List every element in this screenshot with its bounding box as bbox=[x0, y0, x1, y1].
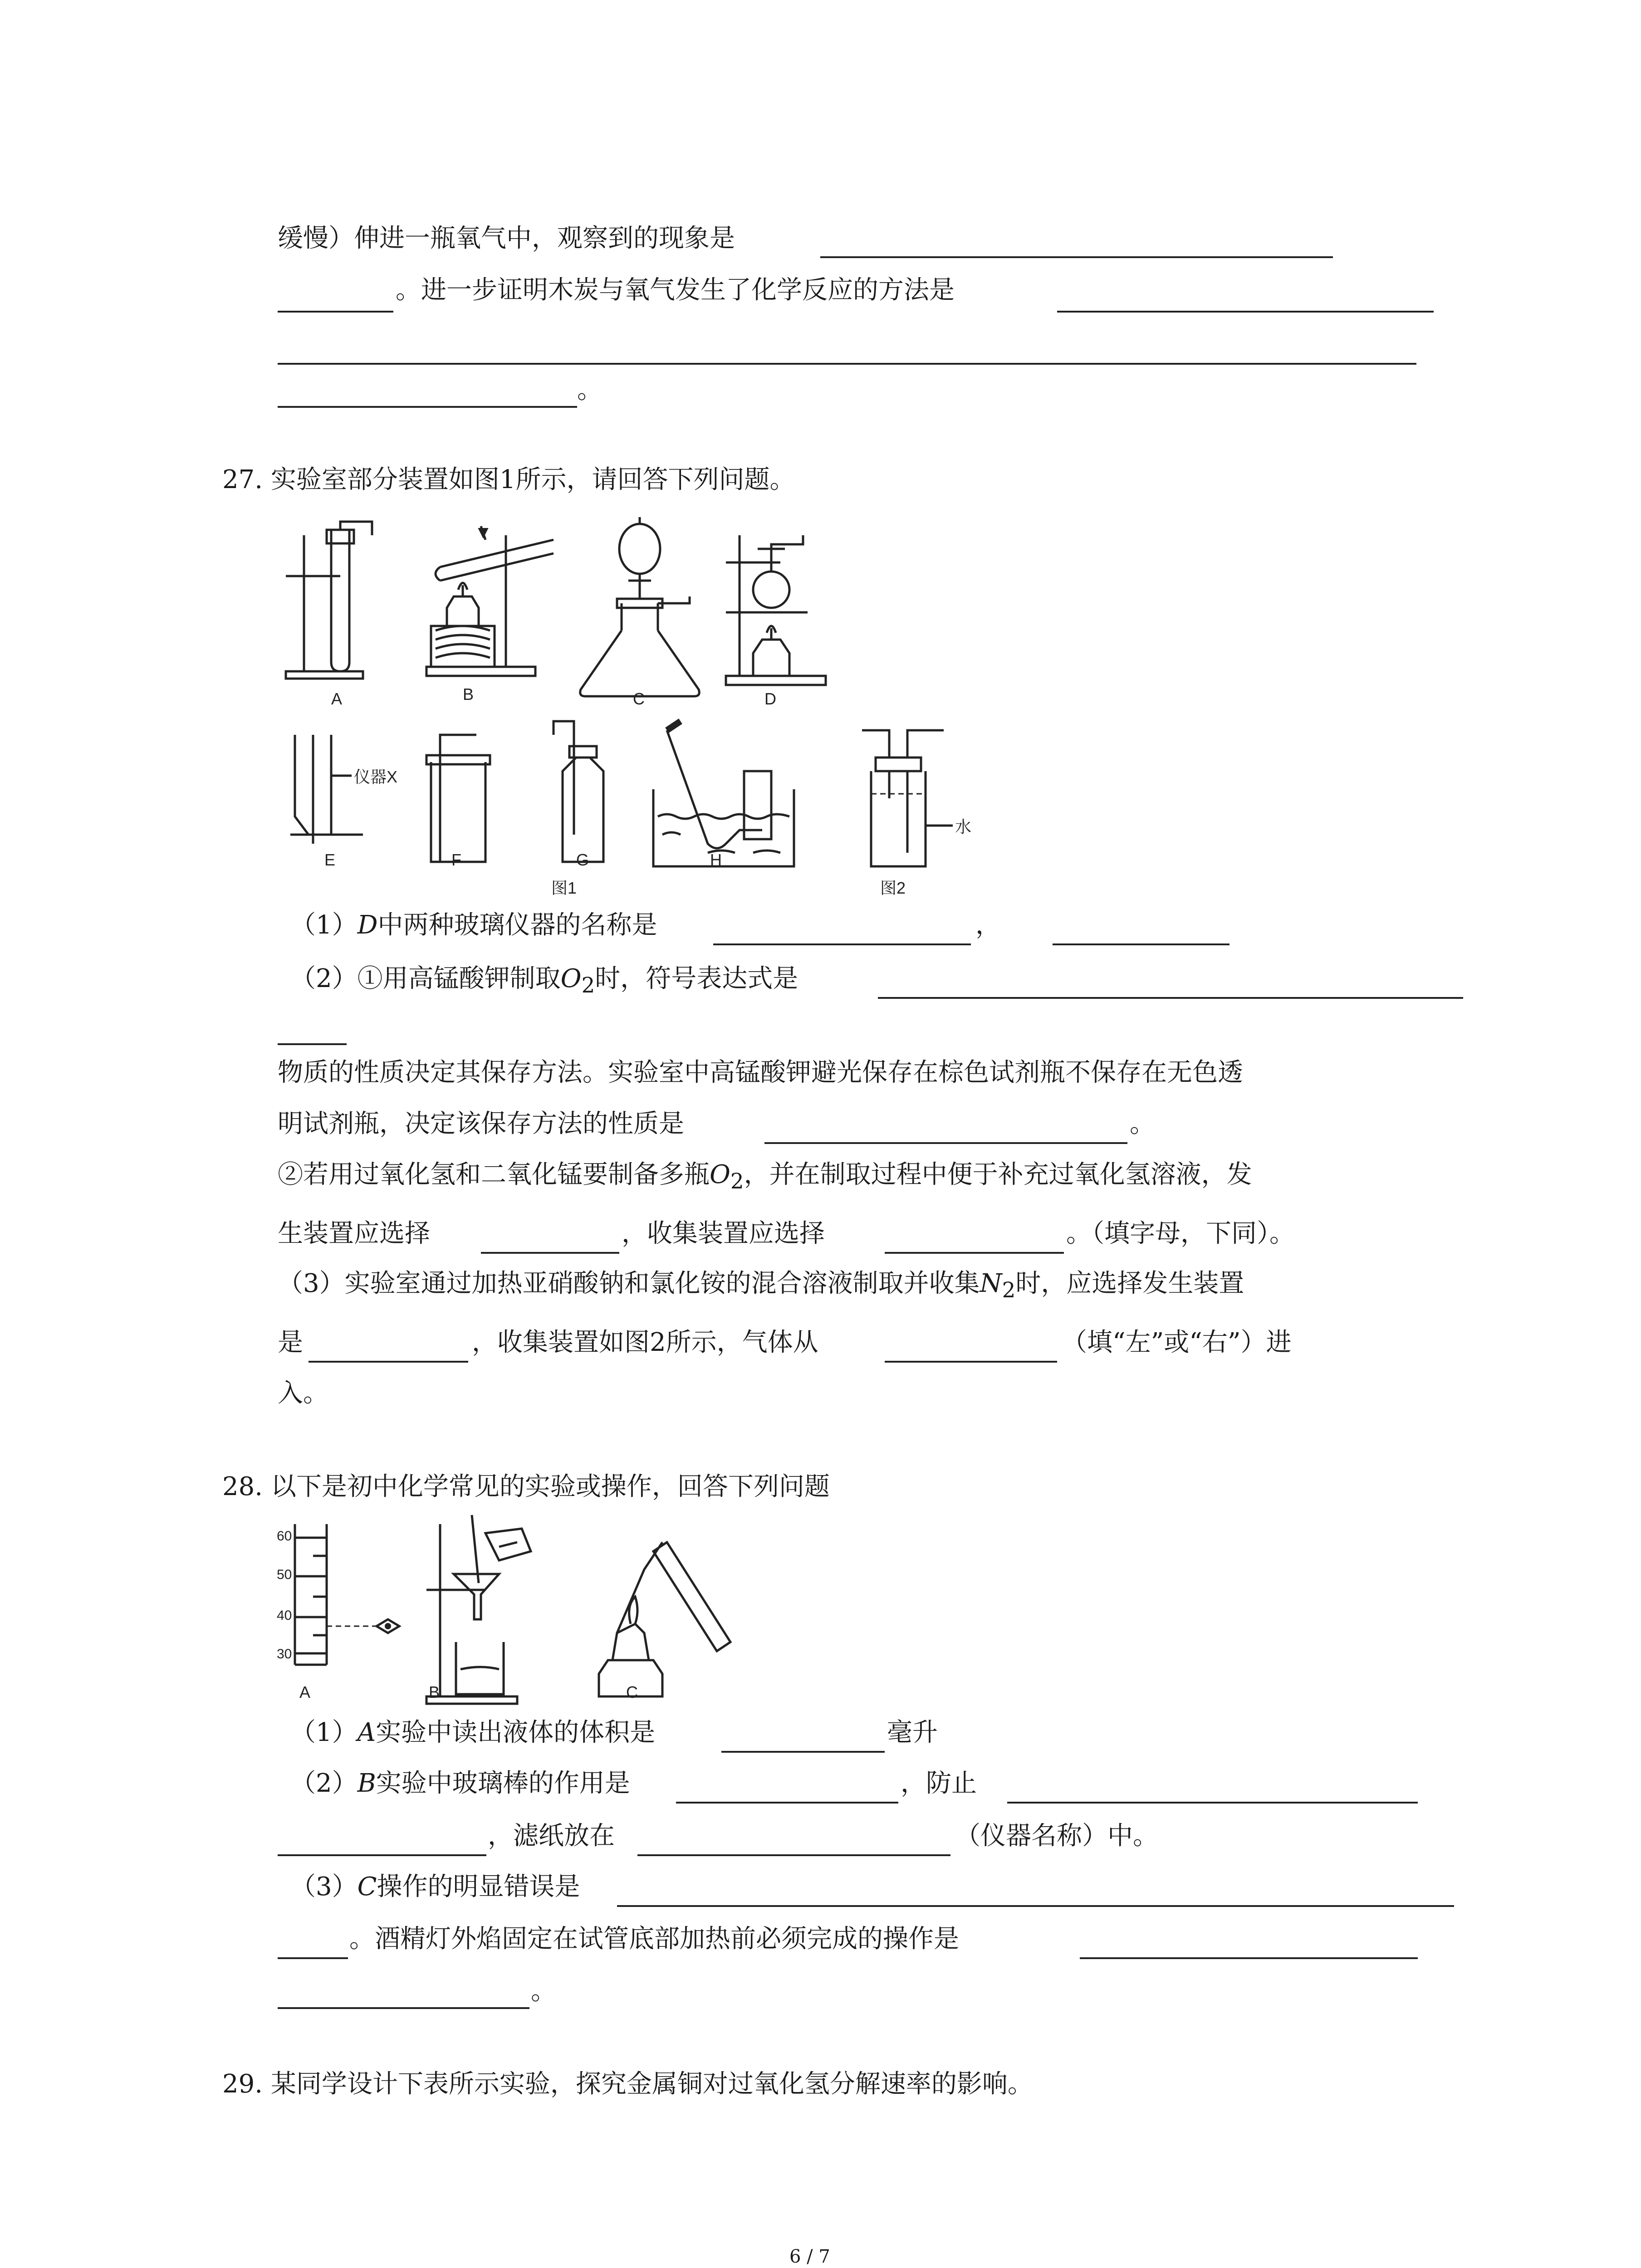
q27-p5-line1: （3）实验室通过加热亚硝酸钠和氯化铵的混合溶液制取并收集$N_2$时，应选择发生装置 bbox=[278, 1269, 1244, 1303]
q28-p3-line2: 。酒精灯外焰固定在试管底部加热前必须完成的操作是 bbox=[349, 1924, 959, 1954]
q26-line1: 缓慢）伸进一瓶氧气中，观察到的现象是 bbox=[278, 224, 735, 253]
label-f: F bbox=[451, 850, 461, 869]
q28-p1: （1）A实验中读出液体的体积是 bbox=[290, 1718, 656, 1747]
q28-p2-line2a: ，滤纸放在 bbox=[488, 1821, 615, 1851]
label-b: B bbox=[429, 1683, 440, 1701]
filtration-setup bbox=[426, 1515, 531, 1704]
answer-blank[interactable] bbox=[885, 1252, 1064, 1254]
q28-p2: （2）B实验中玻璃棒的作用是 bbox=[290, 1769, 630, 1798]
answer-blank[interactable] bbox=[721, 1751, 885, 1753]
label-d: D bbox=[764, 689, 776, 708]
q27-p1-sep: ， bbox=[975, 910, 1001, 940]
answer-blank[interactable] bbox=[278, 363, 1416, 365]
answer-blank[interactable] bbox=[278, 1957, 348, 1959]
answer-blank[interactable] bbox=[676, 1802, 898, 1804]
answer-blank[interactable] bbox=[1080, 1957, 1418, 1959]
q29-title: 29. 某同学设计下表所示实验，探究金属铜对过氧化氢分解速率的影响。 bbox=[222, 2069, 1033, 2099]
answer-blank[interactable] bbox=[878, 997, 1463, 999]
label-a: A bbox=[331, 689, 343, 708]
q27-p5-line3: 入。 bbox=[278, 1378, 328, 1408]
q28-figure bbox=[272, 1515, 749, 1715]
q27-title: 27. 实验室部分装置如图1所示，请回答下列问题。 bbox=[222, 465, 795, 494]
tick-60: 60 bbox=[277, 1529, 292, 1544]
label-e: E bbox=[324, 850, 336, 869]
answer-blank[interactable] bbox=[764, 1142, 1127, 1144]
label-h: H bbox=[710, 850, 722, 869]
answer-blank[interactable] bbox=[637, 1854, 950, 1856]
answer-blank[interactable] bbox=[278, 2007, 529, 2009]
q27-p4-line2b: ，收集装置应选择 bbox=[622, 1219, 825, 1248]
answer-blank[interactable] bbox=[278, 406, 577, 408]
answer-blank[interactable] bbox=[617, 1905, 1454, 1907]
label-c: C bbox=[626, 1683, 638, 1701]
q26-line4-end: 。 bbox=[577, 375, 603, 405]
apparatus-b bbox=[426, 526, 554, 676]
answer-blank[interactable] bbox=[278, 1854, 486, 1856]
q28-p3: （3）C操作的明显错误是 bbox=[290, 1872, 580, 1901]
q26-line2: 。进一步证明木炭与氧气发生了化学反应的方法是 bbox=[396, 275, 955, 305]
label-a: A bbox=[299, 1683, 311, 1701]
q28-p3-line3-end: 。 bbox=[531, 1976, 556, 2006]
test-tube-heating bbox=[599, 1542, 730, 1696]
apparatus-d bbox=[726, 535, 826, 685]
label-instrument-x: 仪器X bbox=[354, 767, 398, 786]
q27-p3-line2a: 明试剂瓶，决定该保存方法的性质是 bbox=[278, 1109, 684, 1139]
apparatus-g bbox=[554, 721, 603, 862]
answer-blank[interactable] bbox=[1057, 311, 1434, 313]
apparatus-e bbox=[290, 735, 363, 844]
tick-40: 40 bbox=[277, 1608, 292, 1623]
label-c: C bbox=[633, 689, 645, 708]
answer-blank[interactable] bbox=[1053, 943, 1230, 945]
q27-p2: （2）①用高锰酸钾制取$O_2$时，符号表达式是 bbox=[290, 964, 798, 998]
figure-2-bottle bbox=[862, 730, 953, 866]
label-water: 水 bbox=[955, 817, 972, 836]
q27-p5-line2b: ，收集装置如图2所示，气体从 bbox=[472, 1328, 818, 1357]
q27-p5-line2a: 是 bbox=[278, 1328, 303, 1357]
q28-p1-unit: 毫升 bbox=[887, 1718, 938, 1747]
q27-p4-line2c: 。（填字母，下同）。 bbox=[1066, 1219, 1295, 1248]
q28-title: 28. 以下是初中化学常见的实验或操作，回答下列问题 bbox=[222, 1472, 830, 1501]
q28-p2-mid: ，防止 bbox=[901, 1769, 977, 1798]
answer-blank[interactable] bbox=[885, 1361, 1057, 1363]
graduated-cylinder bbox=[295, 1524, 399, 1665]
answer-blank[interactable] bbox=[1007, 1802, 1418, 1804]
label-g: G bbox=[576, 850, 589, 869]
answer-blank[interactable] bbox=[309, 1361, 468, 1363]
apparatus-a bbox=[286, 522, 372, 679]
answer-blank[interactable] bbox=[278, 1043, 347, 1045]
tick-50: 50 bbox=[277, 1567, 292, 1582]
apparatus-h bbox=[653, 721, 794, 866]
label-b: B bbox=[463, 685, 474, 704]
answer-blank[interactable] bbox=[278, 311, 393, 313]
apparatus-f bbox=[426, 735, 490, 862]
page-number: 6 / 7 bbox=[789, 2246, 830, 2267]
q27-figure bbox=[272, 517, 998, 907]
label-fig2: 图2 bbox=[880, 879, 906, 897]
q27-p4-line2a: 生装置应选择 bbox=[278, 1219, 430, 1248]
q27-p4-line1: ②若用过氧化氢和二氧化锰要制备多瓶$O_2$，并在制取过程中便于补充过氧化氢溶液，发 bbox=[278, 1160, 1252, 1194]
answer-blank[interactable] bbox=[481, 1252, 619, 1254]
q28-p2-line2b: （仪器名称）中。 bbox=[955, 1821, 1158, 1851]
apparatus-c bbox=[580, 517, 700, 696]
q27-p3-line2b: 。 bbox=[1130, 1109, 1155, 1139]
q27-p5-line2c: （填“左”或“右”）进 bbox=[1062, 1328, 1292, 1357]
label-fig1: 图1 bbox=[551, 879, 577, 897]
answer-blank[interactable] bbox=[820, 256, 1333, 258]
q27-p1: （1）D中两种玻璃仪器的名称是 bbox=[290, 910, 657, 940]
q27-p3-line1: 物质的性质决定其保存方法。实验室中高锰酸钾避光保存在棕色试剂瓶不保存在无色透 bbox=[278, 1058, 1243, 1087]
tick-30: 30 bbox=[277, 1647, 292, 1662]
answer-blank[interactable] bbox=[713, 943, 971, 945]
